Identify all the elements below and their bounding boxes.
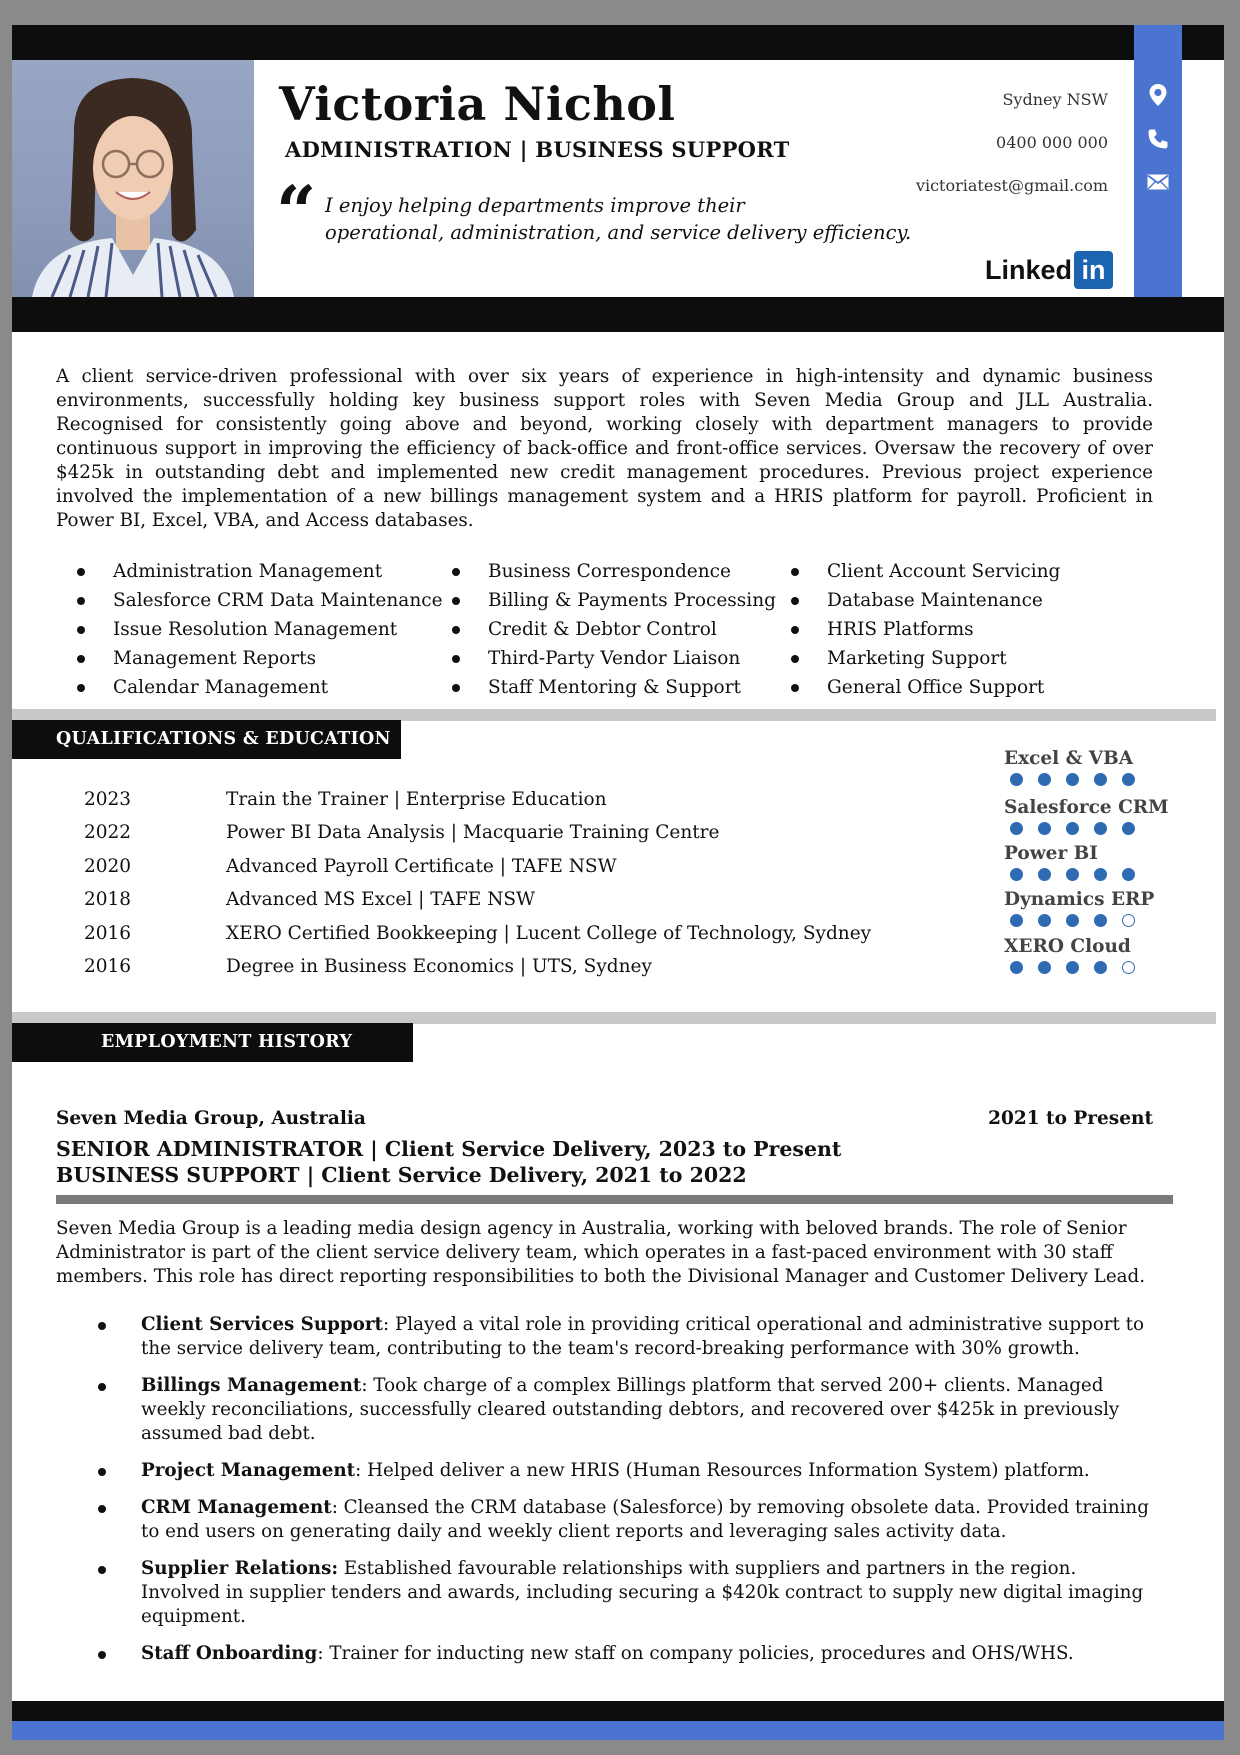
achievement-separator: : bbox=[355, 1460, 368, 1481]
achievement-label: Supplier Relations: bbox=[141, 1558, 339, 1579]
header-bottom-bar bbox=[12, 297, 1224, 332]
achievement-text: Helped deliver a new HRIS (Human Resources Information System) platform. bbox=[367, 1460, 1090, 1481]
skill-item: Third-Party Vendor Liaison bbox=[452, 644, 776, 673]
achievement-item bbox=[56, 1313, 1156, 1361]
skill-rating-name: Power BI bbox=[1004, 843, 1098, 864]
skill-item: Database Maintenance bbox=[791, 586, 1060, 615]
rating-dot-filled bbox=[1038, 961, 1051, 974]
rating-dot-filled bbox=[1010, 773, 1023, 786]
skill-item: Business Correspondence bbox=[452, 557, 776, 586]
qualification-row bbox=[84, 917, 884, 950]
rating-dot-filled bbox=[1094, 961, 1107, 974]
achievement-separator: : bbox=[361, 1375, 374, 1396]
quote-icon: “ bbox=[276, 170, 317, 253]
rating-dot-filled bbox=[1066, 961, 1079, 974]
skill-rating bbox=[1004, 797, 1169, 835]
rating-dot-filled bbox=[1038, 822, 1051, 835]
skill-item: Administration Management bbox=[77, 557, 443, 586]
rating-dot-filled bbox=[1038, 914, 1051, 927]
achievement-item bbox=[56, 1642, 1156, 1666]
rating-dots bbox=[1010, 773, 1135, 786]
rating-dots bbox=[1010, 961, 1135, 974]
skill-item: Management Reports bbox=[77, 644, 443, 673]
resume-page bbox=[12, 25, 1224, 1740]
rating-dot-filled bbox=[1010, 914, 1023, 927]
skill-item: Credit & Debtor Control bbox=[452, 615, 776, 644]
qualification-year: 2023 bbox=[84, 789, 132, 810]
achievement-item bbox=[56, 1496, 1156, 1544]
achievement-separator: : bbox=[331, 1497, 344, 1518]
quote-line-1: I enjoy helping departments improve their bbox=[325, 194, 745, 217]
skill-item: Staff Mentoring & Support bbox=[452, 673, 776, 702]
contact-email[interactable]: victoriatest@gmail.com bbox=[915, 176, 1108, 195]
rating-dot-filled bbox=[1010, 868, 1023, 881]
achievement-text: Cleansed the CRM database (Salesforce) by removing obsolete data. Provided training to end users on generating daily and weekly client reports and leveraging sales activity data. bbox=[141, 1497, 1149, 1542]
qualification-title: XERO Certified Bookkeeping | Lucent College of Technology, Sydney bbox=[226, 923, 872, 944]
qualification-year: 2022 bbox=[84, 822, 132, 843]
job-divider bbox=[56, 1195, 1173, 1204]
rating-dots bbox=[1010, 822, 1169, 835]
skill-item: Issue Resolution Management bbox=[77, 615, 443, 644]
contact-icon-strip bbox=[1134, 25, 1182, 297]
rating-dot-filled bbox=[1094, 822, 1107, 835]
achievement-list bbox=[56, 1313, 1156, 1679]
skill-item: Marketing Support bbox=[791, 644, 1060, 673]
rating-dot-filled bbox=[1122, 868, 1135, 881]
achievement-label: CRM Management bbox=[141, 1497, 332, 1518]
phone-icon bbox=[1134, 124, 1182, 154]
achievement-text: Established favourable relationships with suppliers and partners in the region. Involved in supplier tenders and awards, including securing a $420k contract to supply new digital imaging equipment. bbox=[141, 1558, 1144, 1627]
achievement-label: Client Services Support bbox=[141, 1314, 383, 1335]
location-pin-icon bbox=[1134, 80, 1182, 110]
quote-line-2: operational, administration, and service delivery efficiency. bbox=[325, 221, 912, 244]
skill-rating bbox=[1004, 936, 1135, 974]
rating-dot-filled bbox=[1010, 961, 1023, 974]
job-title-secondary: BUSINESS SUPPORT | Client Service Delivery, 2021 to 2022 bbox=[56, 1163, 747, 1187]
skill-item: Calendar Management bbox=[77, 673, 443, 702]
rating-dots bbox=[1010, 914, 1154, 927]
skill-item: Client Account Servicing bbox=[791, 557, 1060, 586]
profile-photo bbox=[12, 60, 254, 297]
qualification-title: Train the Trainer | Enterprise Education bbox=[226, 789, 607, 810]
achievement-item bbox=[56, 1374, 1156, 1446]
qualification-year: 2016 bbox=[84, 956, 132, 977]
rating-dot-filled bbox=[1010, 822, 1023, 835]
rating-dot-filled bbox=[1094, 914, 1107, 927]
linkedin-badge: in bbox=[1074, 251, 1113, 289]
achievement-text: Took charge of a complex Billings platform that served 200+ clients. Managed weekly reconciliations, successfully cleared outstanding debtors, and recovered over $425k in previously assumed bad debt. bbox=[141, 1375, 1120, 1444]
rating-dot-filled bbox=[1066, 868, 1079, 881]
envelope-icon bbox=[1134, 167, 1182, 197]
skills-column-3 bbox=[791, 557, 1060, 702]
candidate-headline: ADMINISTRATION | BUSINESS SUPPORT bbox=[285, 137, 790, 162]
candidate-name: Victoria Nichol bbox=[279, 77, 676, 131]
qualifications-heading: QUALIFICATIONS & EDUCATION bbox=[12, 720, 401, 759]
qualification-title: Degree in Business Economics | UTS, Sydney bbox=[226, 956, 652, 977]
skill-rating bbox=[1004, 889, 1154, 927]
skill-item: HRIS Platforms bbox=[791, 615, 1060, 644]
qualification-row bbox=[84, 850, 884, 883]
achievement-label: Staff Onboarding bbox=[141, 1643, 318, 1664]
personal-quote bbox=[325, 192, 925, 246]
achievement-text: Trainer for inducting new staff on company policies, procedures and OHS/WHS. bbox=[329, 1643, 1074, 1664]
skill-rating-name: XERO Cloud bbox=[1004, 936, 1131, 957]
skill-rating bbox=[1004, 748, 1135, 786]
achievement-item bbox=[56, 1459, 1156, 1483]
portrait-illustration bbox=[12, 60, 254, 297]
qualification-row bbox=[84, 783, 884, 816]
skill-rating-name: Dynamics ERP bbox=[1004, 889, 1155, 910]
rating-dot-filled bbox=[1066, 822, 1079, 835]
skill-item: Billing & Payments Processing bbox=[452, 586, 776, 615]
achievement-label: Project Management bbox=[141, 1460, 356, 1481]
job-title-primary: SENIOR ADMINISTRATOR | Client Service Delivery, 2023 to Present bbox=[56, 1137, 842, 1161]
qualification-year: 2018 bbox=[84, 889, 132, 910]
contact-location: Sydney NSW bbox=[1002, 90, 1108, 109]
qualification-title: Power BI Data Analysis | Macquarie Training Centre bbox=[226, 822, 720, 843]
contact-phone: 0400 000 000 bbox=[996, 133, 1108, 152]
rating-dots bbox=[1010, 868, 1135, 881]
rating-dot-filled bbox=[1038, 773, 1051, 786]
skills-column-1 bbox=[77, 557, 443, 702]
rating-dot-filled bbox=[1066, 773, 1079, 786]
skill-rating-name: Excel & VBA bbox=[1004, 748, 1134, 769]
rating-dot-filled bbox=[1038, 868, 1051, 881]
achievement-label: Billings Management bbox=[141, 1375, 362, 1396]
qualification-title: Advanced MS Excel | TAFE NSW bbox=[226, 889, 536, 910]
skill-rating-name: Salesforce CRM bbox=[1004, 797, 1169, 818]
job-company: Seven Media Group, Australia bbox=[56, 1108, 366, 1129]
skill-item: Salesforce CRM Data Maintenance bbox=[77, 586, 443, 615]
job-dates: 2021 to Present bbox=[988, 1108, 1153, 1129]
skills-column-2 bbox=[452, 557, 776, 702]
qualification-row bbox=[84, 816, 884, 849]
employment-heading: EMPLOYMENT HISTORY bbox=[12, 1023, 413, 1062]
rating-dot-filled bbox=[1094, 773, 1107, 786]
qualification-title: Advanced Payroll Certificate | TAFE NSW bbox=[226, 856, 617, 877]
achievement-separator: : bbox=[317, 1643, 330, 1664]
skill-rating bbox=[1004, 843, 1135, 881]
footer-black-bar bbox=[12, 1701, 1224, 1721]
achievement-text: Played a vital role in providing critical operational and administrative support to the service delivery team, contributing to the team's record-breaking performance with 30% growth. bbox=[141, 1314, 1144, 1359]
header-top-bar bbox=[12, 25, 1224, 60]
rating-dot-filled bbox=[1122, 822, 1135, 835]
qualification-row bbox=[84, 883, 884, 916]
rating-dot-empty bbox=[1122, 961, 1135, 974]
achievement-item bbox=[56, 1557, 1156, 1629]
linkedin-logo[interactable] bbox=[985, 251, 1113, 289]
linkedin-word: Linked bbox=[985, 254, 1073, 285]
skill-item: General Office Support bbox=[791, 673, 1060, 702]
rating-dot-empty bbox=[1122, 914, 1135, 927]
job-description: Seven Media Group is a leading media design agency in Australia, working with beloved brands. The role of Senior Administrator is part of the client service delivery team, which operates in a fast-paced environment with 30 staff members. This role has direct reporting responsibilities to both the Divisional Manager and Customer Delivery Lead. bbox=[56, 1218, 1146, 1287]
rating-dot-filled bbox=[1066, 914, 1079, 927]
qualification-row bbox=[84, 950, 884, 983]
qualification-year: 2020 bbox=[84, 856, 132, 877]
qualification-year: 2016 bbox=[84, 923, 132, 944]
achievement-separator: : bbox=[382, 1314, 395, 1335]
rating-dot-filled bbox=[1094, 868, 1107, 881]
profile-summary: A client service-driven professional with over six years of experience in high-intensity and dynamic business environments, successfully holding key business support roles with Seven Media Group and JLL Australia. Recognised for consistently going above and beyond, working closely with department managers to provide continuous support in improving the efficiency of back-office and front-office services. Oversaw the recovery of over $425k in outstanding debt and implemented new credit management procedures. Previous project experience involved the implementation of a new billings management system and a HRIS platform for payroll. Proficient in Power BI, Excel, VBA, and Access databases. bbox=[56, 366, 1153, 531]
footer-accent-bar bbox=[12, 1721, 1224, 1740]
rating-dot-filled bbox=[1122, 773, 1135, 786]
